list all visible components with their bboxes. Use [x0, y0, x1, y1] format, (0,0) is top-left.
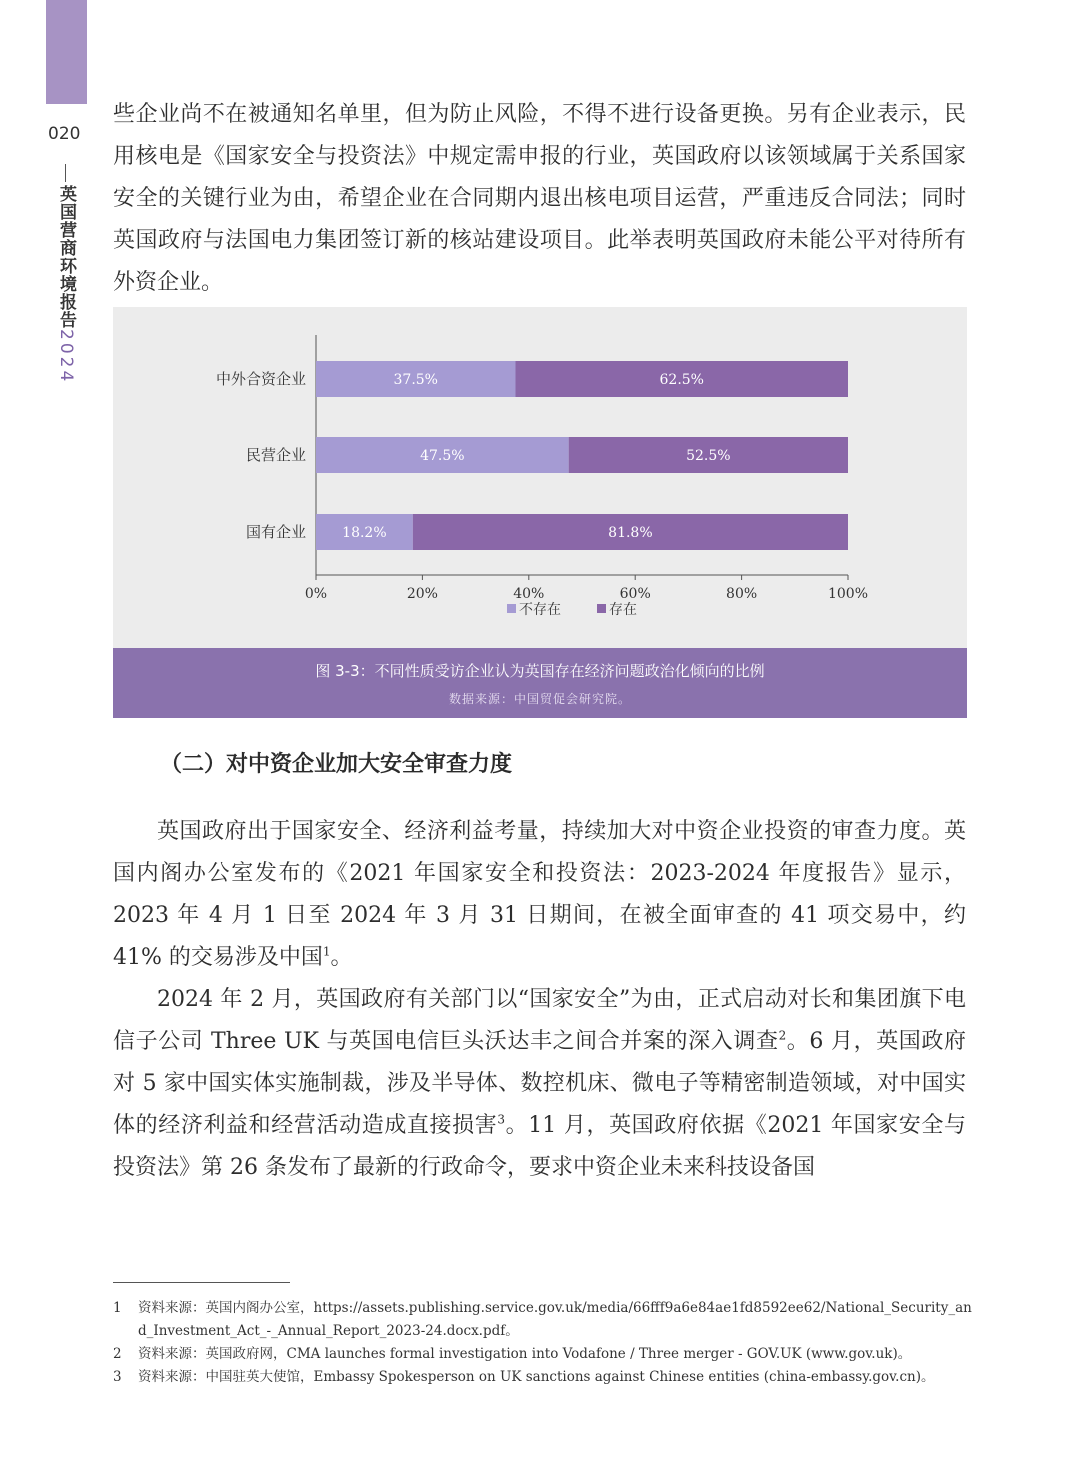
x-tick-label: 20% [406, 586, 438, 602]
footnote-ref-1[interactable]: 1 [322, 944, 331, 959]
footnote-item [113, 1366, 973, 1389]
page-number: 020 [48, 124, 81, 144]
footnote-text[interactable]: 资料来源：英国政府网，CMA launches formal investigation into Vodafone / Three merger - GOV.UK (www.gov.uk)。 [138, 1346, 912, 1362]
x-tick-label: 40% [513, 586, 545, 602]
x-tick-label: 80% [726, 586, 758, 602]
body-paragraph-2 [113, 979, 966, 1189]
body-text [113, 811, 966, 1189]
body-paragraph-1-end: 。 [330, 945, 353, 970]
x-tick-label: 60% [619, 586, 651, 602]
legend-label: 存在 [609, 602, 637, 618]
footnote-number: 3 [113, 1369, 122, 1385]
legend-swatch [507, 604, 516, 613]
footnote-ref-3[interactable]: 3 [497, 1112, 506, 1127]
figure-caption-bar [113, 648, 967, 718]
footnote-ref-2[interactable]: 2 [778, 1028, 787, 1043]
category-label: 国有企业 [245, 523, 306, 541]
body-paragraph-2-text-a: 2024 年 2 月，英国政府有关部门以“国家安全”为由，正式启动对长和集团旗下电信子公司 Three UK 与英国电信巨头沃达丰之间合并案的深入调查 [113, 987, 966, 1054]
intro-paragraph [113, 94, 966, 304]
category-label: 民营企业 [245, 446, 306, 464]
footnote-number: 2 [113, 1346, 122, 1362]
legend-swatch [597, 604, 606, 613]
legend-label: 不存在 [519, 602, 561, 618]
data-label: 47.5% [420, 448, 465, 464]
body-paragraph-1-text: 英国政府出于国家安全、经济利益考量，持续加大对中资企业投资的审查力度。英国内阁办公室发布的《2021 年国家安全和投资法：2023-2024 年度报告》显示，2023 年 4 月 1 日至 2024 年 3 月 31 日期间，在被全面审查的 41 项交易中，约 41% 的交易涉及中国 [113, 819, 966, 970]
category-label: 中外合资企业 [215, 370, 306, 388]
data-label: 18.2% [342, 525, 387, 541]
running-title-text: 英国营商环境报告 [56, 185, 76, 329]
running-title-year: 2024 [56, 329, 76, 385]
footnote-text[interactable]: 资料来源：英国内阁办公室，https://assets.publishing.service.gov.uk/media/66fff9a6e84ae1fd8592ee62/National_Security_and_Investment_Act_-_Annual_Report_2023-24.docx.pdf。 [138, 1300, 972, 1339]
footnote-item [113, 1297, 973, 1343]
x-tick-label: 100% [827, 586, 869, 602]
data-label: 37.5% [393, 372, 438, 388]
footnotes [113, 1297, 973, 1389]
data-label: 52.5% [686, 448, 731, 464]
side-color-band [46, 0, 87, 104]
footnote-item [113, 1343, 973, 1366]
intro-paragraph-text: 些企业尚不在被通知名单里，但为防止风险，不得不进行设备更换。另有企业表示，民用核电是《国家安全与投资法》中规定需申报的行业，英国政府以该领域属于关系国家安全的关键行业为由，希望企业在合同期内退出核电项目运营，严重违反合同法；同时英国政府与法国电力集团签订新的核站建设项目。此举表明英国政府未能公平对待所有外资企业。 [113, 102, 966, 295]
side-divider [65, 164, 66, 182]
body-paragraph-2-text-c: 。11 月，英国政府依据《2021 年国家安全与投资法》第 26 条发布了最新的行政命令，要求中资企业未来科技设备国 [113, 1113, 966, 1180]
footnote-text[interactable]: 资料来源：中国驻英大使馆，Embassy Spokesperson on UK sanctions against Chinese entities (china-embassy.gov.cn)。 [138, 1369, 935, 1385]
running-title [54, 185, 78, 384]
section-heading: （二）对中资企业加大安全审查力度 [160, 752, 513, 777]
figure-source: 数据来源：中国贸促会研究院。 [448, 692, 631, 706]
footnote-number: 1 [113, 1300, 122, 1316]
data-label: 81.8% [608, 525, 653, 541]
x-tick-label: 0% [304, 586, 328, 602]
body-paragraph-1 [113, 811, 966, 979]
stacked-bar-chart [113, 307, 967, 647]
body-paragraph-2-text-b: 。6 月，英国政府对 5 家中国实体实施制裁，涉及半导体、数控机床、微电子等精密制造领域，对中国实体的经济利益和经营活动造成直接损害 [113, 1029, 966, 1138]
footnote-divider [113, 1282, 290, 1283]
figure-caption: 图 3-3：不同性质受访企业认为英国存在经济问题政治化倾向的比例 [315, 662, 765, 680]
data-label: 62.5% [659, 372, 704, 388]
